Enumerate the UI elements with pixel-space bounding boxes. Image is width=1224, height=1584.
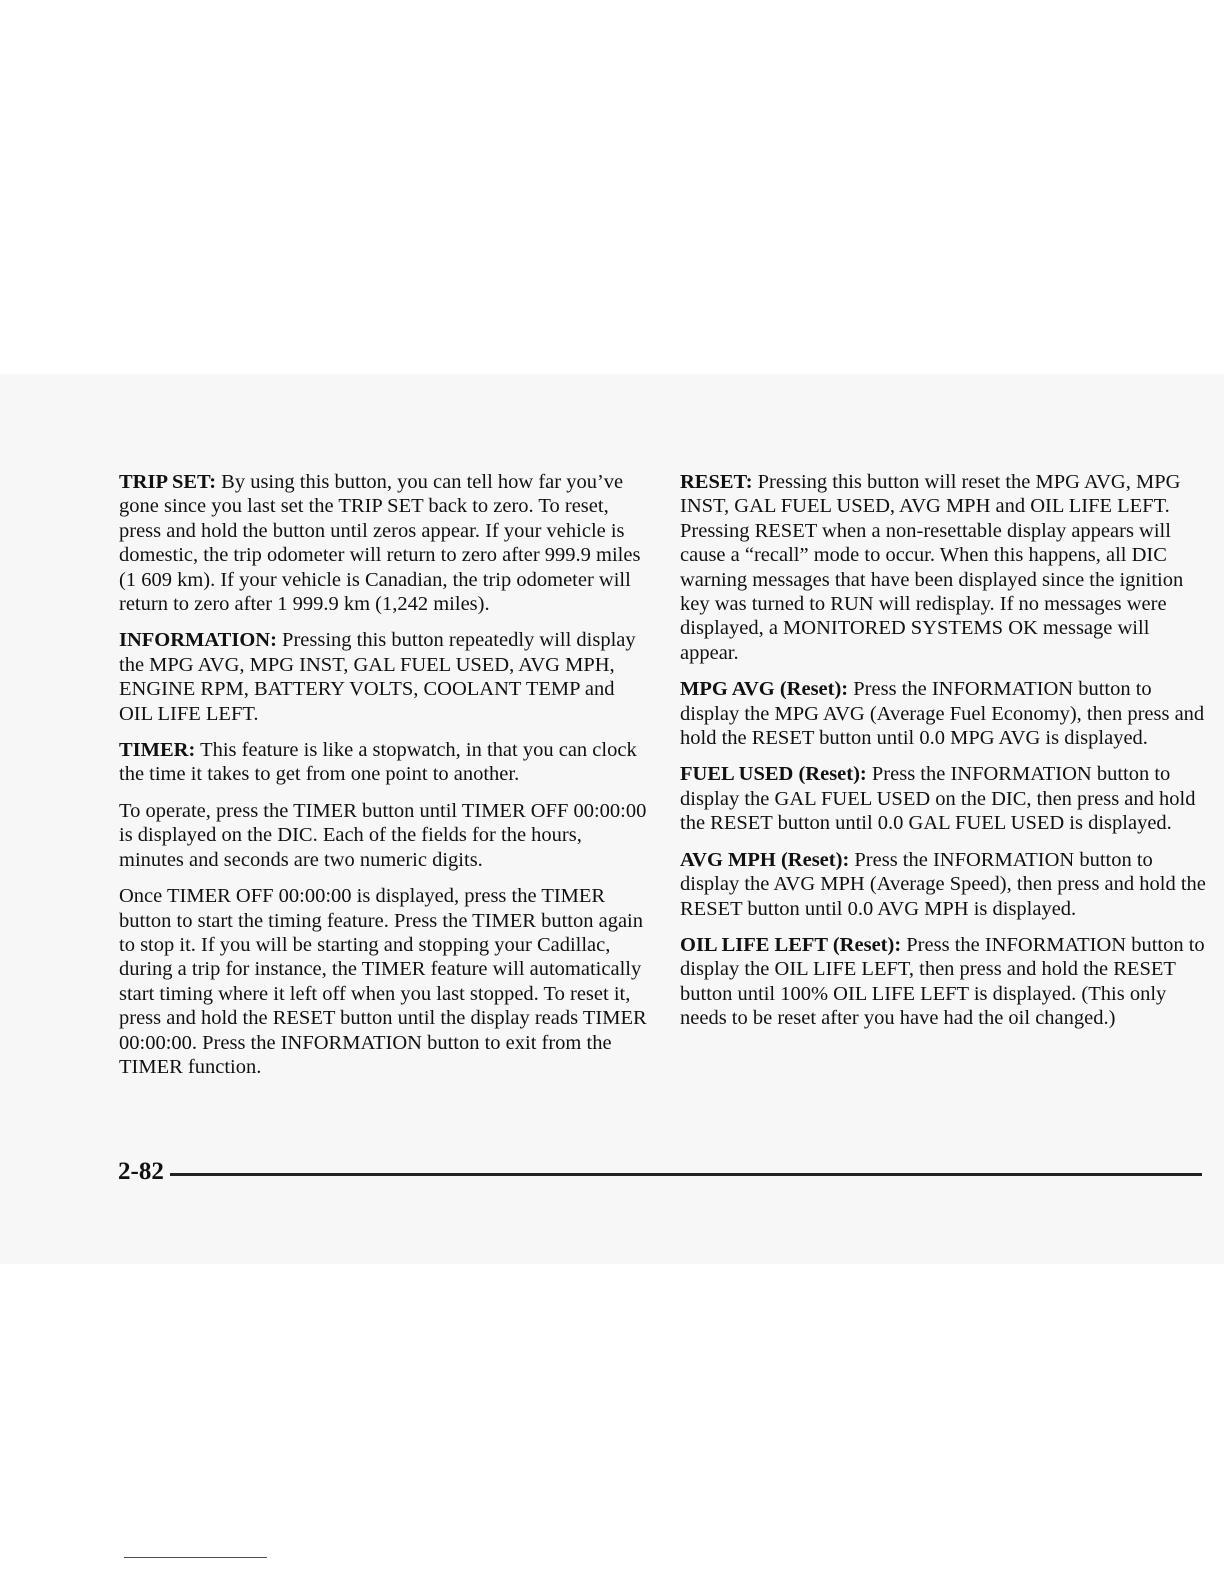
fuel-used-text: Press the INFORMATION button to display the GAL FUEL USED on the DIC, then press and hold the RESET button until 0.0 GAL FUEL USED is displayed. xyxy=(680,763,1196,835)
avg-mph-paragraph xyxy=(680,848,1210,921)
footer-rule xyxy=(170,1173,1202,1176)
oil-life-heading: OIL LIFE LEFT (Reset): xyxy=(680,933,902,956)
oil-life-paragraph xyxy=(680,933,1210,1031)
reset-heading: RESET: xyxy=(680,471,753,493)
fuel-used-paragraph xyxy=(680,762,1210,835)
information-paragraph xyxy=(119,628,649,726)
information-text: Pressing this button repeatedly will display the MPG AVG, MPG INST, GAL FUEL USED, AVG MPH, ENGINE RPM, BATTERY VOLTS, COOLANT TEMP and OIL LIFE LEFT. xyxy=(119,629,636,725)
mpg-avg-paragraph xyxy=(680,677,1210,750)
trip-set-paragraph xyxy=(119,470,649,616)
oil-life-text: Press the INFORMATION button to display the OIL LIFE LEFT, then press and hold the RESET button until 100% OIL LIFE LEFT is displayed. (This only needs to be reset after you have had the oil changed.) xyxy=(680,933,1205,1030)
timer-paragraph xyxy=(119,738,649,787)
bottom-link-line[interactable] xyxy=(124,1557,267,1558)
timer-operate-paragraph xyxy=(119,799,649,872)
mpg-avg-text: Press the INFORMATION button to display the MPG AVG (Average Fuel Economy), then press and hold the RESET button until 0.0 MPG AVG is displayed. xyxy=(680,678,1205,750)
page-number: 2-82 xyxy=(118,1158,164,1185)
avg-mph-text: Press the INFORMATION button to display the AVG MPH (Average Speed), then press and hold the RESET button until 0.0 AVG MPH is displayed. xyxy=(680,848,1206,920)
timer-start-paragraph xyxy=(119,884,649,1079)
timer-operate-text: To operate, press the TIMER button until TIMER OFF 00:00:00 is displayed on the DIC. Each of the fields for the hours, minutes and seconds are two numeric digits. xyxy=(119,799,647,871)
trip-set-text: By using this button, you can tell how far you’ve gone since you last set the TRIP SET back to zero. To reset, press and hold the button until zeros appear. If your vehicle is domestic, the trip odometer will return to zero after 999.9 miles (1 609 km). If your vehicle is Canadian, the trip odometer will return to zero after 1 999.9 km (1,242 miles). xyxy=(119,471,641,616)
right-column xyxy=(680,470,1210,1043)
page-footer xyxy=(118,1154,1202,1190)
timer-heading: TIMER: xyxy=(119,739,196,762)
trip-set-heading: TRIP SET: xyxy=(119,471,217,493)
reset-text: Pressing this button will reset the MPG AVG, MPG INST, GAL FUEL USED, AVG MPH and OIL LIFE LEFT. Pressing RESET when a non-resettable display appears will cause a “recall” mode to occur. When this happens, all DIC warning messages that have been displayed since the ignition key was turned to RUN will redisplay. If no messages were displayed, a MONITORED SYSTEMS OK message will appear. xyxy=(680,471,1184,664)
left-column xyxy=(119,470,649,1091)
timer-text: This feature is like a stopwatch, in that you can clock the time it takes to get from one point to another. xyxy=(119,739,637,786)
avg-mph-heading: AVG MPH (Reset): xyxy=(680,848,850,871)
mpg-avg-heading: MPG AVG (Reset): xyxy=(680,678,849,701)
timer-start-text: Once TIMER OFF 00:00:00 is displayed, press the TIMER button to start the timing feature. Press the TIMER button again to stop it. If you will be starting and stopping your Cadillac, during a trip for instance, the TIMER feature will automatically start timing where it left off when you last stopped. To reset it, press and hold the RESET button until the display reads TIMER 00:00:00. Press the INFORMATION button to exit from the TIMER function. xyxy=(119,885,647,1078)
reset-paragraph xyxy=(680,470,1210,665)
fuel-used-heading: FUEL USED (Reset): xyxy=(680,763,867,786)
information-heading: INFORMATION: xyxy=(119,629,277,652)
